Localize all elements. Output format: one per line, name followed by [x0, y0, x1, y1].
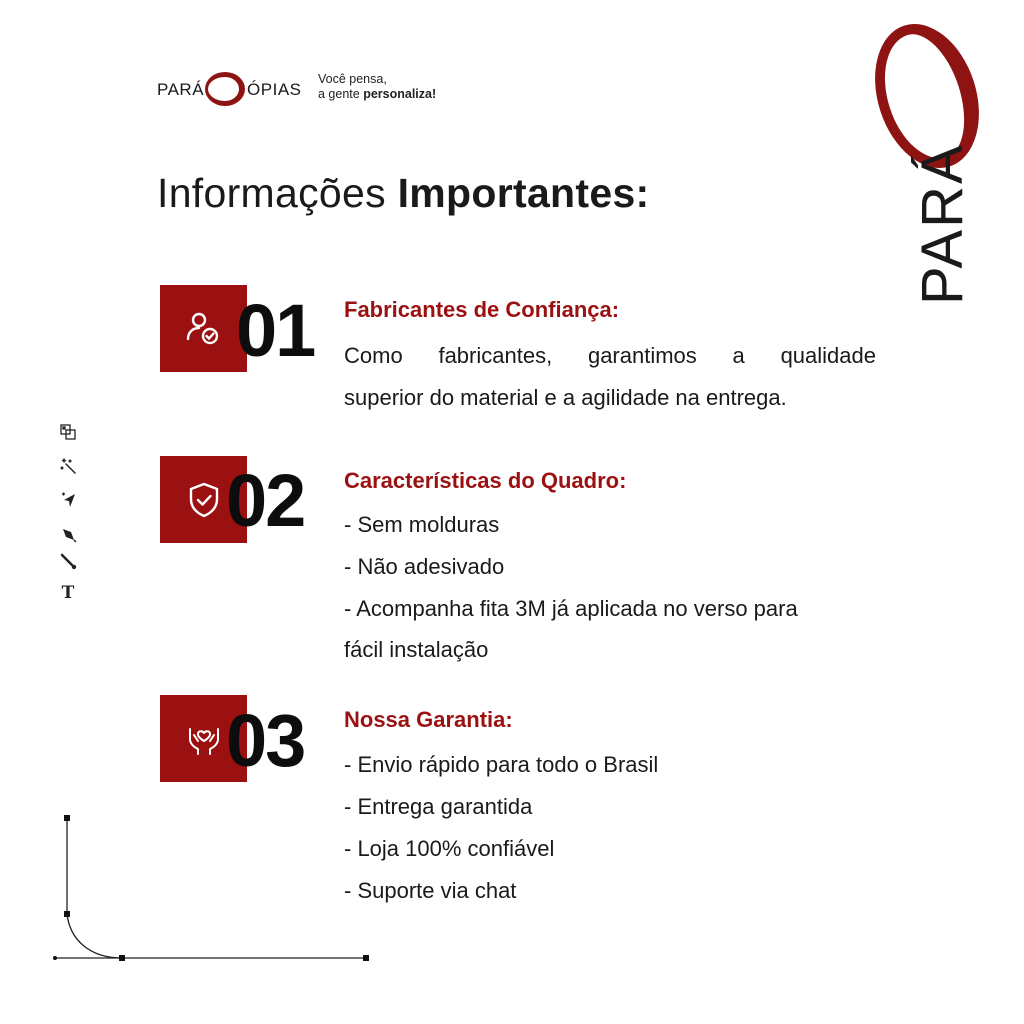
brand-logo: [157, 70, 302, 110]
logo-text-left: PARÁ: [157, 80, 205, 99]
section-3-line-3: - Loja 100% confiável: [344, 836, 555, 861]
section-2-number: 02: [226, 459, 305, 542]
brush-icon[interactable]: [58, 551, 78, 571]
tagline-line2: [318, 87, 436, 102]
section-3-line-4: - Suporte via chat: [344, 878, 517, 903]
section-3-line-1: - Envio rápido para todo o Brasil: [344, 752, 659, 777]
anchor-point[interactable]: [64, 911, 70, 917]
side-logo-text: PARÁ: [910, 143, 975, 305]
section-1-badge: [160, 285, 247, 372]
title-bold: Importantes:: [397, 170, 650, 216]
handle-point[interactable]: [53, 956, 57, 960]
hands-heart-icon: [184, 719, 224, 759]
section-2-line-4: fácil instalação: [344, 637, 489, 662]
title-regular: Informações: [157, 170, 398, 216]
section-2-title: Características do Quadro:: [344, 468, 627, 493]
bezier-path-decoration: [50, 810, 380, 970]
section-1-line-2: superior do material e a agilidade na entrega.: [344, 385, 787, 410]
section-1-line-1: Como fabricantes, garantimos a qualidade: [344, 343, 876, 368]
shield-check-icon: [184, 480, 224, 520]
direct-select-icon[interactable]: [58, 490, 78, 510]
section-3-title: Nossa Garantia:: [344, 707, 513, 732]
tagline-prefix: a gente: [318, 87, 364, 101]
logo-c-mark: [205, 72, 245, 106]
user-check-icon: [184, 309, 224, 349]
section-1-title: Fabricantes de Confiança:: [344, 297, 620, 322]
section-3-number: 03: [226, 699, 305, 782]
section-2-line-3: - Acompanha fita 3M já aplicada no verso para: [344, 596, 798, 621]
section-3-line-2: - Entrega garantida: [344, 794, 533, 819]
section-1-number: 01: [236, 289, 315, 372]
logo-text-right: ÓPIAS: [247, 80, 302, 99]
anchor-point[interactable]: [119, 955, 125, 961]
magic-wand-icon[interactable]: [58, 456, 78, 476]
pen-icon[interactable]: [58, 524, 78, 544]
tagline-line1: Você pensa,: [318, 72, 387, 86]
tagline-bold: personaliza!: [363, 87, 437, 101]
section-2-line-1: - Sem molduras: [344, 512, 500, 537]
artboard-icon[interactable]: [58, 422, 78, 442]
tagline: [318, 72, 436, 102]
anchor-point[interactable]: [64, 815, 70, 821]
page-title: [157, 170, 650, 217]
anchor-point[interactable]: [363, 955, 369, 961]
text-tool-icon[interactable]: T: [61, 583, 75, 603]
section-2-line-2: - Não adesivado: [344, 554, 505, 579]
